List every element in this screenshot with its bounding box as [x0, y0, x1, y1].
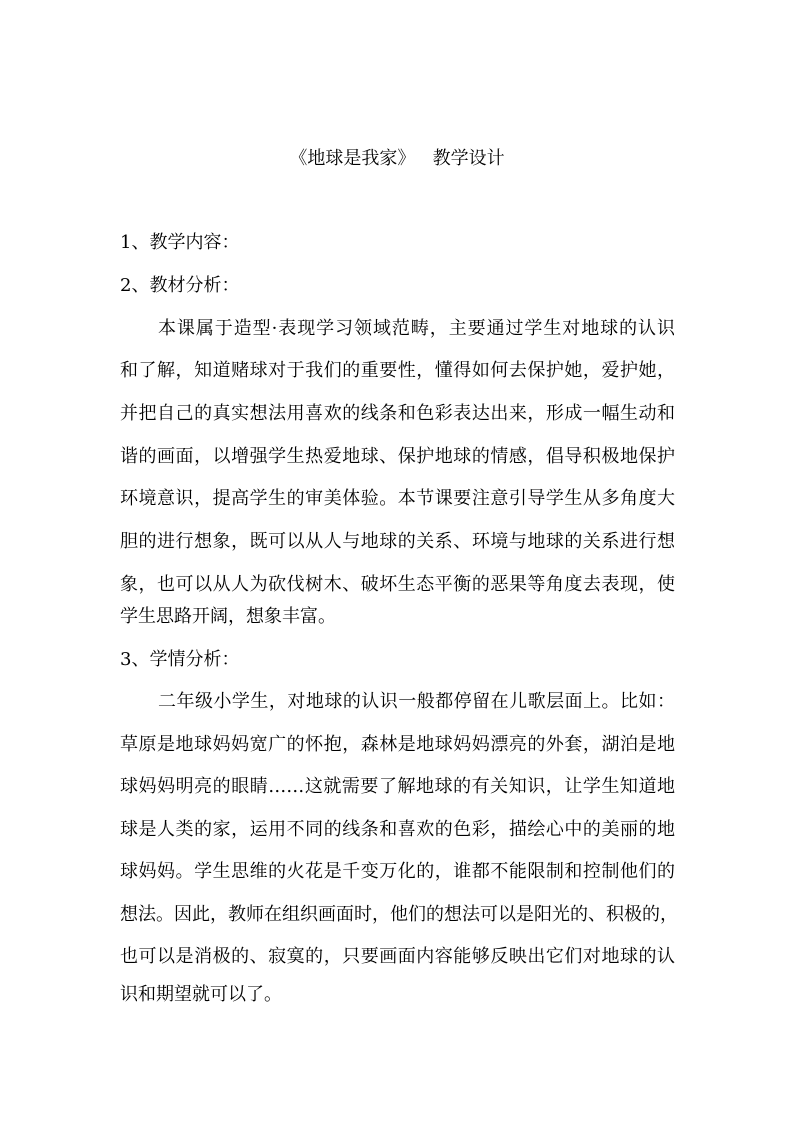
paragraph-line: 球妈妈明亮的眼睛……这就需要了解地球的有关知识，让学生知道地: [120, 776, 675, 797]
paragraph-line: 球妈妈。学生思维的火花是千变万化的，谁都不能限制和控制他们的: [120, 861, 675, 882]
section-heading-teaching-content: 1、教学内容：: [120, 232, 240, 253]
paragraph-line: 二年级小学生，对地球的认识一般都停留在儿歌层面上。比如：: [158, 691, 675, 712]
paragraph-line: 象，也可以从人为砍伐树木、破坏生态平衡的恶果等角度去表现，使: [120, 574, 675, 595]
paragraph-line: 和了解，知道赌球对于我们的重要性，懂得如何去保护她，爱护她，: [120, 360, 675, 381]
paragraph-line: 也可以是消极的、寂寞的，只要画面内容能够反映出它们对地球的认: [120, 946, 675, 967]
paragraph-line: 草原是地球妈妈宽广的怀抱，森林是地球妈妈漂亮的外套，湖泊是地: [120, 734, 675, 755]
page-title: 《地球是我家》 教学设计: [289, 148, 505, 169]
paragraph-line: 想法。因此，教师在组织画面时，他们的想法可以是阳光的、积极的，: [120, 904, 678, 925]
paragraph-line: 并把自己的真实想法用喜欢的线条和色彩表达出来，形成一幅生动和: [120, 403, 675, 424]
paragraph-line: 识和期望就可以了。: [120, 984, 282, 1005]
paragraph-line: 环境意识，提高学生的审美体验。本节课要注意引导学生从多角度大: [120, 488, 675, 509]
paragraph-line: 胆的进行想象，既可以从人与地球的关系、环境与地球的关系进行想: [120, 531, 675, 552]
paragraph-line: 谐的画面，以增强学生热爱地球、保护地球的情感，倡导积极地保护: [120, 446, 675, 467]
paragraph-line: 学生思路开阔，想象丰富。: [120, 606, 336, 627]
paragraph-line: 球是人类的家，运用不同的线条和喜欢的色彩，描绘心中的美丽的地: [120, 819, 675, 840]
section-heading-textbook-analysis: 2、教材分析：: [120, 275, 240, 296]
section-heading-student-analysis: 3、学情分析：: [120, 649, 240, 670]
paragraph-line: 本课属于造型·表现学习领域范畴，主要通过学生对地球的认识: [158, 318, 675, 339]
